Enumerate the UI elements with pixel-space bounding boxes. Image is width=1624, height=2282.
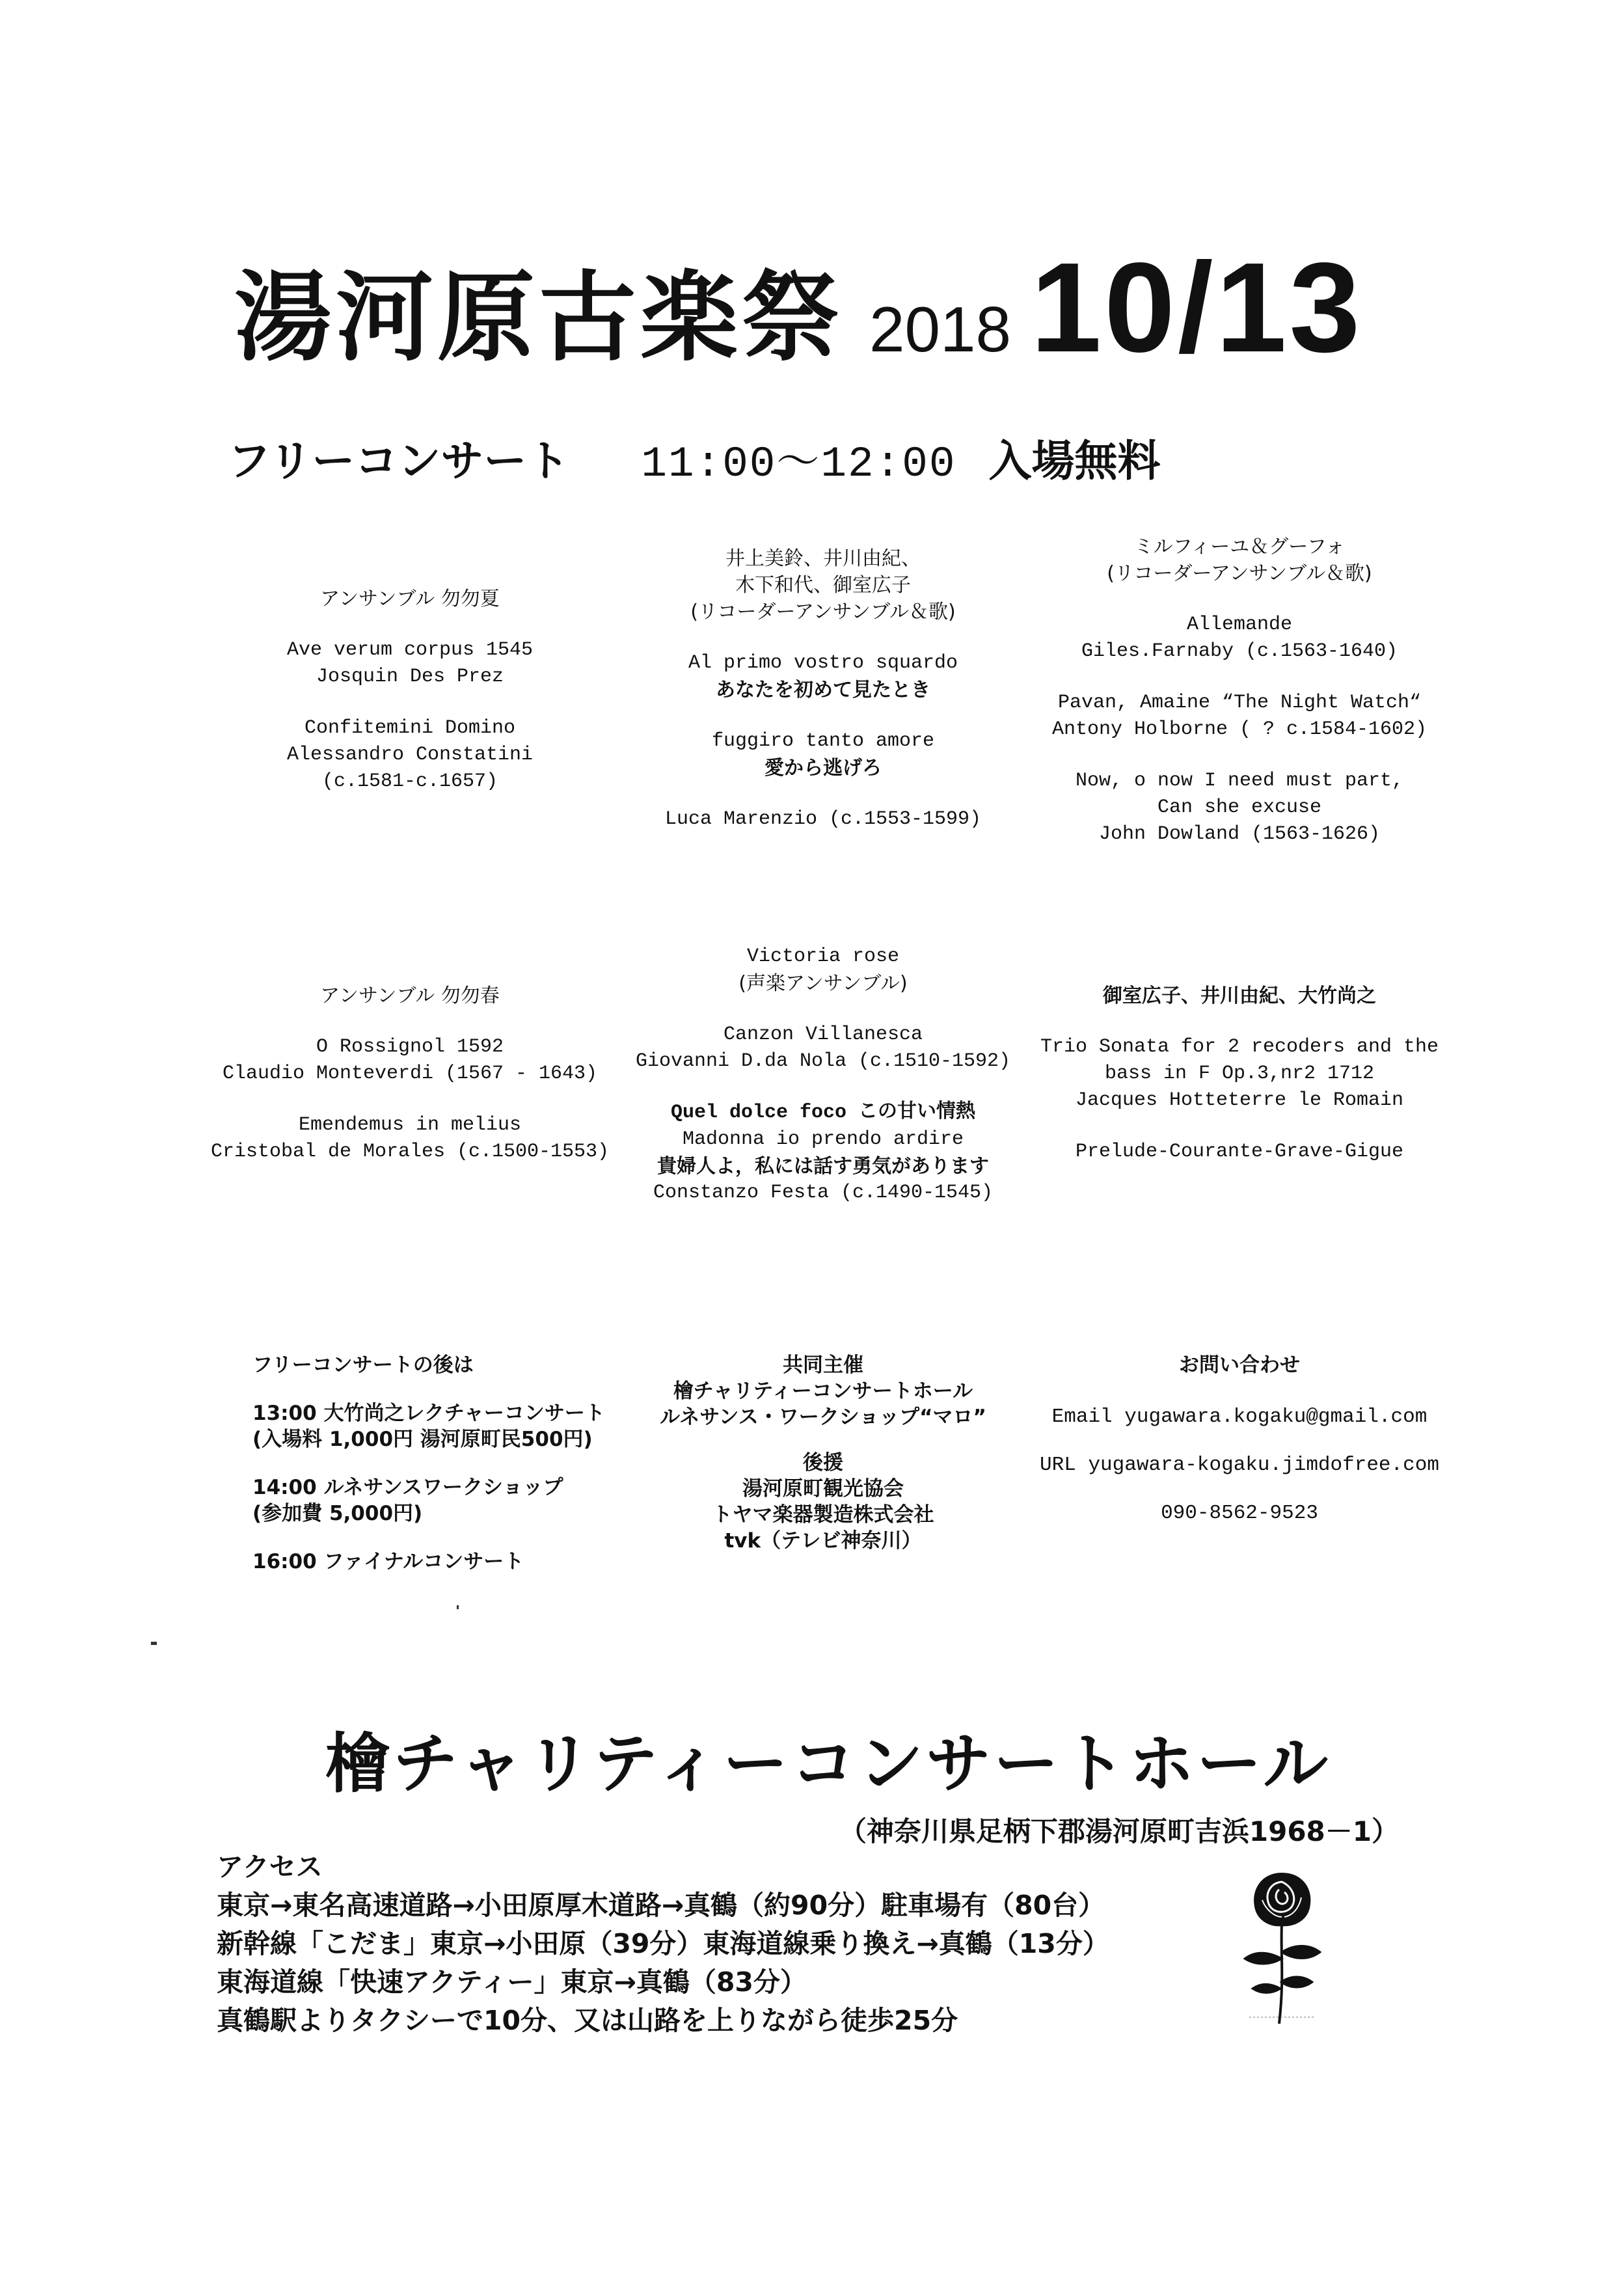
contact-block	[982, 1352, 1496, 1527]
free-concert-line	[228, 426, 1269, 489]
contact-heading: お問い合わせ	[1179, 1353, 1300, 1377]
piece-translation: あなたを初めて見たとき	[716, 679, 930, 701]
venue-address: （神奈川県足柄下郡湯河原町吉浜1968－1）	[839, 1815, 1399, 1847]
performer: 御室広子、井川由紀、大竹尚之	[1103, 985, 1376, 1007]
piece: Allemande	[1186, 614, 1293, 636]
performer: 井上美鈴、井川由紀、	[725, 547, 921, 570]
sponsors-heading: 後援	[803, 1451, 843, 1474]
piece: Quel dolce foco この甘い情熱	[670, 1102, 976, 1124]
free-concert-time: 11:00～12:00	[641, 440, 956, 489]
piece: Ave verum corpus 1545	[286, 639, 534, 661]
composer: Giovanni D.da Nola (c.1510-1592)	[635, 1050, 1011, 1072]
piece: Emendemus in melius	[298, 1114, 522, 1136]
program-block-millefeuille	[982, 534, 1496, 848]
organizer: 檜チャリティーコンサートホール	[673, 1379, 973, 1403]
performer: 木下和代、御室広子	[735, 574, 911, 597]
piece: O Rossignol 1592	[316, 1036, 504, 1058]
piece: Pavan, Amaine “The Night Watch“	[1057, 692, 1422, 714]
schedule-item: 14:00 ルネサンスワークショップ	[252, 1476, 563, 1499]
schedule-note: (参加費 5,000円)	[252, 1502, 423, 1525]
performer-type: (リコーダーアンサンブル＆歌)	[690, 601, 956, 623]
scan-speck	[151, 1642, 157, 1645]
access-route: 東海道線「快速アクティー」東京→真鶴（83分）	[217, 1966, 807, 1998]
program-block-trio	[982, 983, 1496, 1165]
movements: Prelude-Courante-Grave-Gigue	[1075, 1141, 1404, 1163]
schedule-item: 13:00 大竹尚之レクチャーコンサート	[252, 1402, 605, 1425]
schedule-note: (入場料 1,000円 湯河原町民500円)	[252, 1428, 593, 1451]
free-concert-admission: 入場無料	[988, 436, 1161, 486]
performer-type: (リコーダーアンサンブル＆歌)	[1107, 562, 1372, 585]
title-text: 湯河原古楽祭	[234, 262, 844, 375]
composer: Constanzo Festa (c.1490-1545)	[653, 1182, 994, 1204]
free-concert-label: フリーコンサート	[228, 436, 570, 486]
title-year: 2018	[869, 293, 1012, 365]
performer: アンサンブル 勿勿春	[320, 985, 500, 1007]
contact-phone: 090-8562-9523	[1161, 1502, 1318, 1525]
contact-email: Email yugawara.kogaku@gmail.com	[1051, 1406, 1428, 1428]
access-route: 東京→東名高速道路→小田原厚木道路→真鶴（約90分）駐車場有（80台）	[217, 1890, 1105, 1921]
sponsor: トヤマ楽器製造株式会社	[712, 1503, 934, 1527]
schedule-heading: フリーコンサートの後は	[252, 1353, 474, 1377]
composer: John Dowland (1563-1626)	[1098, 823, 1381, 845]
access-heading: アクセス	[217, 1851, 323, 1882]
sponsor: tvk（テレビ神奈川）	[724, 1529, 922, 1553]
piece-translation: 愛から逃げろ	[765, 757, 882, 780]
piece: bass in F Op.3,nr2 1712	[1104, 1063, 1375, 1085]
composer: Luca Marenzio (c.1553-1599)	[664, 808, 982, 830]
composer: Josquin Des Prez	[316, 666, 504, 688]
composer: Alessandro Constatini	[286, 744, 534, 766]
title-date: 10/13	[1031, 236, 1363, 379]
access-directions	[217, 1848, 1323, 2040]
festival-title	[234, 234, 1470, 379]
program-block-ensemble-haru	[182, 983, 638, 1165]
piece: Al primo vostro squardo	[688, 652, 958, 674]
piece: Confitemini Domino	[304, 717, 516, 739]
composer: Antony Holborne ( ? c.1584-1602)	[1051, 718, 1428, 740]
performer: アンサンブル 勿勿夏	[320, 588, 500, 610]
piece: Madonna io prendo ardire	[682, 1128, 964, 1150]
composer: Claudio Monteverdi (1567 - 1643)	[222, 1063, 598, 1085]
piece: Can she excuse	[1157, 796, 1322, 819]
schedule-item: 16:00 ファイナルコンサート	[252, 1550, 524, 1573]
sponsor: 湯河原町観光協会	[742, 1477, 904, 1501]
piece: fuggiro tanto amore	[711, 730, 935, 752]
venue-name: 檜チャリティーコンサートホール	[325, 1726, 1331, 1802]
composer: Cristobal de Morales (c.1500-1553)	[210, 1141, 610, 1163]
organizer: ルネサンス・ワークショップ“マロ”	[660, 1406, 986, 1429]
composer: Jacques Hotteterre le Romain	[1075, 1089, 1404, 1111]
composer: Giles.Farnaby (c.1563-1640)	[1081, 640, 1398, 662]
access-route: 真鶴駅よりタクシーで10分、又は山路を上りながら徒歩25分	[217, 2005, 958, 2036]
performer-type: (声楽アンサンブル)	[738, 972, 908, 995]
program-block-ensemble-natsu	[182, 586, 638, 795]
piece: Trio Sonata for 2 recoders and the	[1040, 1036, 1439, 1058]
piece: Canzon Villanesca	[723, 1024, 923, 1046]
contact-url: URL yugawara-kogaku.jimdofree.com	[1040, 1454, 1439, 1476]
scan-speck	[457, 1605, 459, 1609]
access-route: 新幹線「こだま」東京→小田原（39分）東海道線乗り換え→真鶴（13分）	[217, 1928, 1109, 1959]
piece: Now, o now I need must part,	[1075, 770, 1404, 792]
piece-translation: 貴婦人よ，私には話す勇気があります	[657, 1155, 989, 1178]
composer-dates: (c.1581-c.1657)	[321, 770, 498, 793]
performer: ミルフィーユ＆グーフォ	[1133, 536, 1346, 558]
organizers-heading: 共同主催	[783, 1353, 863, 1377]
performer: Victoria rose	[746, 945, 900, 968]
rose-icon	[1217, 1861, 1347, 2037]
